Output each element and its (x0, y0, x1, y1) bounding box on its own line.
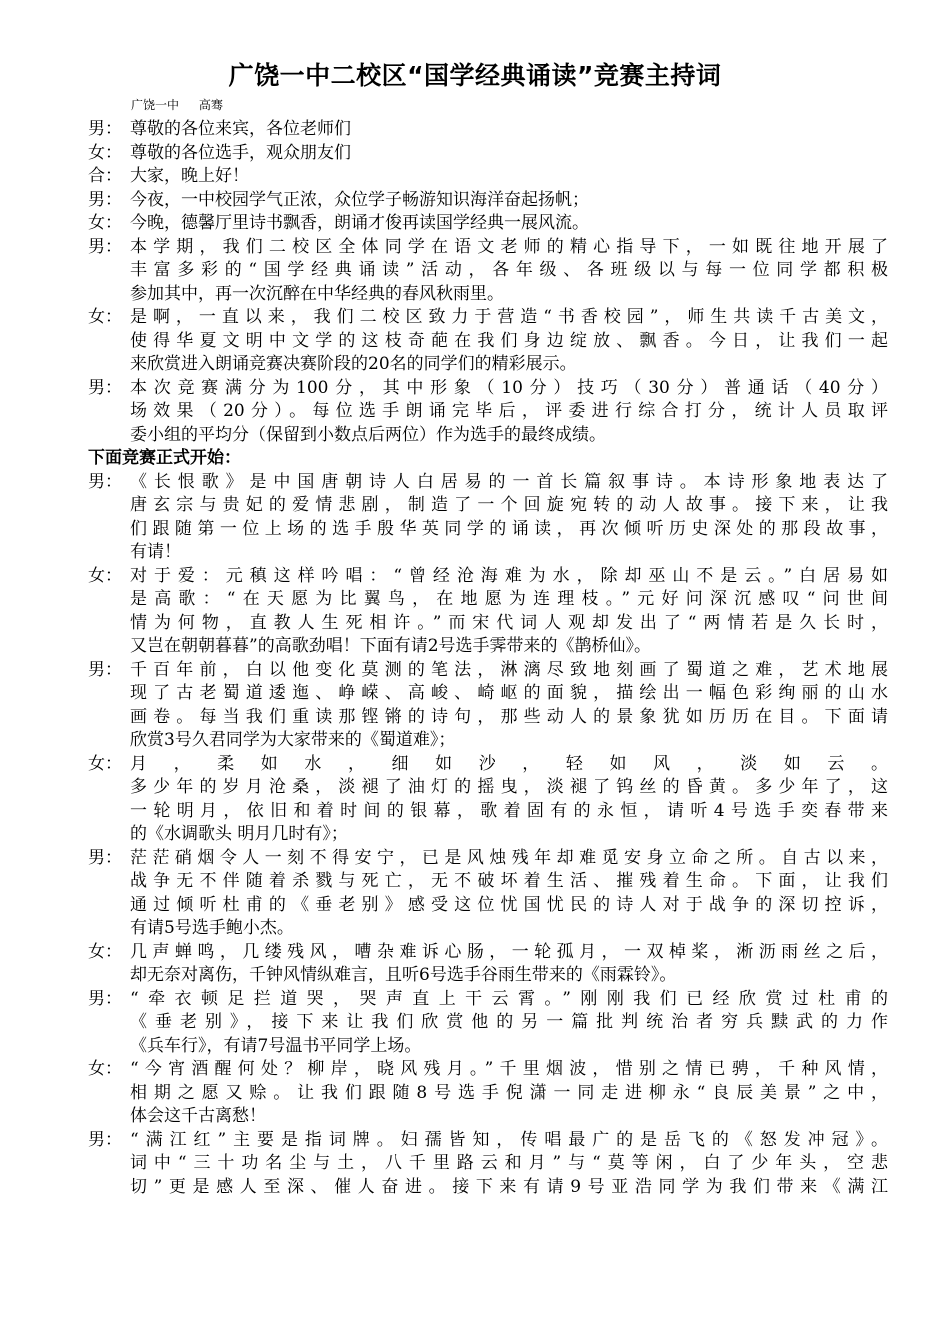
text-line: 切”更是感人至深、催人奋进。接下来有请9号亚浩同学为我们带来《满江 (130, 1176, 888, 1197)
text-line: 词中“三十功名尘与土，八千里路云和月”与“莫等闲，白了少年头，空悲 (130, 1153, 888, 1173)
speaker-label: 女： (88, 941, 122, 962)
speaker-label: 女： (88, 142, 122, 163)
text-line: 是啊，一直以来，我们二校区致力于营造“书香校园”，师生共读千古美文， (130, 307, 888, 327)
author-school: 广饶一中 (131, 98, 180, 112)
dialogue-paragraph (88, 212, 888, 236)
text-line: 丰富多彩的“国学经典诵读”活动，各年级、各班级以与每一位同学都积极 (130, 260, 888, 280)
speaker-label: 男： (88, 847, 122, 868)
text-line: 们跟随第一位上场的选手殷华英同学的诵读，再次倾听历史深处的那段故事， (130, 518, 888, 539)
text-line: 有请5号选手鲍小杰。 (130, 918, 294, 938)
paragraph-text (130, 471, 888, 565)
text-line: 参加其中，再一次沉醉在中华经典的春风秋雨里。 (130, 283, 504, 304)
text-line: 几声蝉鸣，几缕残风，嘈杂难诉心肠，一轮孤月，一双棹桨，淅沥雨丝之后， (130, 941, 888, 962)
paragraph-text (130, 941, 888, 988)
speaker-label: 女： (88, 213, 122, 233)
document-body (88, 118, 888, 1199)
speaker-label: 男： (88, 189, 122, 210)
text-line: 来欣赏进入朗诵竞赛决赛阶段的20名的同学们的精彩展示。 (130, 354, 577, 374)
dialogue-paragraph (88, 377, 888, 448)
paragraph-text (130, 189, 888, 213)
speaker-label: 合： (88, 166, 122, 186)
text-line: 一轮明月，依旧和着时间的银幕，歌着固有的永恒，请听4号选手奕春带来 (130, 800, 888, 821)
text-line: 委小组的平均分（保留到小数点后两位）作为选手的最终成绩。 (130, 424, 606, 445)
text-line: 月，柔如水，细如沙，轻如风，淡如云。 (130, 753, 888, 774)
program-paragraphs (88, 471, 888, 1200)
dialogue-paragraph (88, 118, 888, 142)
text-line: 又岂在朝朝暮暮”的高歌劲唱！下面有请2号选手霁带来的《鹊桥仙》。 (130, 636, 652, 656)
dialogue-paragraph (88, 1129, 888, 1200)
text-line: 唐玄宗与贵妃的爱情悲剧，制造了一个回旋宛转的动人故事。接下来，让我 (130, 495, 888, 515)
text-line: 的《水调歌头 明月几时有》； (130, 824, 348, 844)
speaker-label: 女： (88, 753, 122, 774)
dialogue-paragraph (88, 565, 888, 659)
text-line: 《兵车行》，有请7号温书平同学上场。 (130, 1035, 422, 1056)
dialogue-paragraph (88, 142, 888, 166)
dialogue-paragraph (88, 988, 888, 1059)
paragraph-text (130, 306, 888, 377)
text-line: 欣赏3号久君同学为大家带来的《蜀道难》； (130, 730, 456, 750)
text-line: 尊敬的各位来宾，各位老师们 (130, 119, 351, 139)
text-line: 本学期，我们二校区全体同学在语文老师的精心指导下，一如既往地开展了 (130, 236, 888, 257)
paragraph-text (130, 988, 888, 1059)
text-line: 使得华夏文明中文学的这枝奇葩在我们身边绽放、飘香。今日，让我们一起 (130, 330, 888, 351)
speaker-label: 女： (88, 1059, 122, 1079)
speaker-label: 女： (88, 565, 122, 586)
dialogue-paragraph (88, 189, 888, 213)
dialogue-paragraph (88, 471, 888, 565)
text-line: 情为何物，直教人生死相许。”而宋代词人观却发出了“两情若是久长时， (130, 612, 888, 633)
section-heading: 下面竞赛正式开始： (88, 448, 241, 468)
text-line: 现了古老蜀道逶迤、峥嵘、高峻、崎岖的面貌，描绘出一幅色彩绚丽的山水 (130, 683, 888, 703)
text-line: 对于爱：元稹这样吟唱：“曾经沧海难为水，除却巫山不是云。”白居易如 (130, 565, 888, 586)
dialogue-paragraph (88, 753, 888, 847)
dialogue-paragraph (88, 659, 888, 753)
dialogue-paragraph (88, 306, 888, 377)
dialogue-paragraph (88, 941, 888, 988)
intro-paragraphs (88, 118, 888, 447)
text-line: 通过倾听杜甫的《垂老别》感受这位忧国忧民的诗人对于战争的深切控诉， (130, 894, 888, 915)
text-line: 相期之愿又赊。让我们跟随8号选手倪潇一同走进柳永“良辰美景”之中， (130, 1082, 888, 1103)
text-line: 《垂老别》，接下来让我们欣赏他的另一篇批判统治者穷兵黩武的力作 (130, 1012, 888, 1032)
text-line: 尊敬的各位选手，观众朋友们 (130, 142, 351, 163)
text-line: 千百年前，白以他变化莫测的笔法，淋漓尽致地刻画了蜀道之难，艺术地展 (130, 659, 888, 680)
paragraph-text (130, 1058, 888, 1129)
speaker-label: 男： (88, 471, 122, 492)
paragraph-text (130, 142, 888, 166)
paragraph-text (130, 753, 888, 847)
dialogue-paragraph (88, 847, 888, 941)
text-line: 场效果（20分）。每位选手朗诵完毕后，评委进行综合打分，统计人员取评 (130, 401, 888, 421)
text-line: 战争无不伴随着杀戮与死亡，无不破坏着生活、摧残着生命。下面，让我们 (130, 871, 888, 891)
text-line: 茫茫硝烟令人一刻不得安宁，已是风烛残年却难觅安身立命之所。自古以来， (130, 847, 888, 868)
text-line: 本次竞赛满分为100分，其中形象（10分）技巧（30分）普通话（40分） (130, 377, 888, 398)
text-line: 却无奈对离伤，千钟风情纵难言，且听6号选手谷雨生带来的《雨霖铃》。 (130, 965, 677, 985)
speaker-label: 男： (88, 119, 122, 139)
text-line: 是高歌：“在天愿为比翼鸟，在地愿为连理枝。”元好问深沉感叹“问世间 (130, 589, 888, 609)
author-line (131, 96, 239, 113)
paragraph-text (130, 847, 888, 941)
paragraph-text (130, 565, 888, 659)
text-line: 有请！ (130, 542, 181, 562)
paragraph-text (130, 165, 888, 189)
speaker-label: 男： (88, 236, 122, 257)
paragraph-text (130, 236, 888, 307)
text-line: 大家，晚上好！ (130, 166, 249, 186)
text-line: 《长恨歌》是中国唐朝诗人白居易的一首长篇叙事诗。本诗形象地表达了 (130, 471, 888, 492)
dialogue-paragraph (88, 236, 888, 307)
text-line: “牵衣顿足拦道哭，哭声直上干云霄。”刚刚我们已经欣赏过杜甫的 (130, 988, 888, 1009)
author-name: 高骞 (198, 98, 223, 112)
paragraph-text (130, 377, 888, 448)
speaker-label: 男： (88, 1129, 122, 1150)
text-line: 体会这千古离愁！ (130, 1106, 266, 1126)
text-line: 画卷。每当我们重读那铿锵的诗句，那些动人的景象犹如历历在目。下面请 (130, 706, 888, 727)
speaker-label: 男： (88, 377, 122, 398)
text-line: “满江红”主要是指词牌。妇孺皆知，传唱最广的是岳飞的《怒发冲冠》。 (130, 1129, 888, 1150)
text-line: 今晚，德馨厅里诗书飘香，朗诵才俊再读国学经典一展风流。 (130, 213, 589, 233)
paragraph-text (130, 659, 888, 753)
dialogue-paragraph (88, 165, 888, 189)
document-title: 广饶一中二校区“国学经典诵读”竞赛主持词 (228, 61, 722, 90)
speaker-label: 女： (88, 307, 122, 327)
paragraph-text (130, 212, 888, 236)
text-line: “今宵酒醒何处？柳岸，晓风残月。”千里烟波，惜别之情已骋，千种风情， (130, 1059, 888, 1079)
paragraph-text (130, 118, 888, 142)
paragraph-text (130, 1129, 888, 1200)
speaker-label: 男： (88, 659, 122, 680)
dialogue-paragraph (88, 1058, 888, 1129)
text-line: 今夜，一中校园学气正浓，众位学子畅游知识海洋奋起扬帆； (130, 189, 589, 210)
speaker-label: 男： (88, 988, 122, 1009)
text-line: 多少年的岁月沧桑，淡褪了油灯的摇曳，淡褪了钨丝的昏黄。多少年了，这 (130, 777, 888, 797)
